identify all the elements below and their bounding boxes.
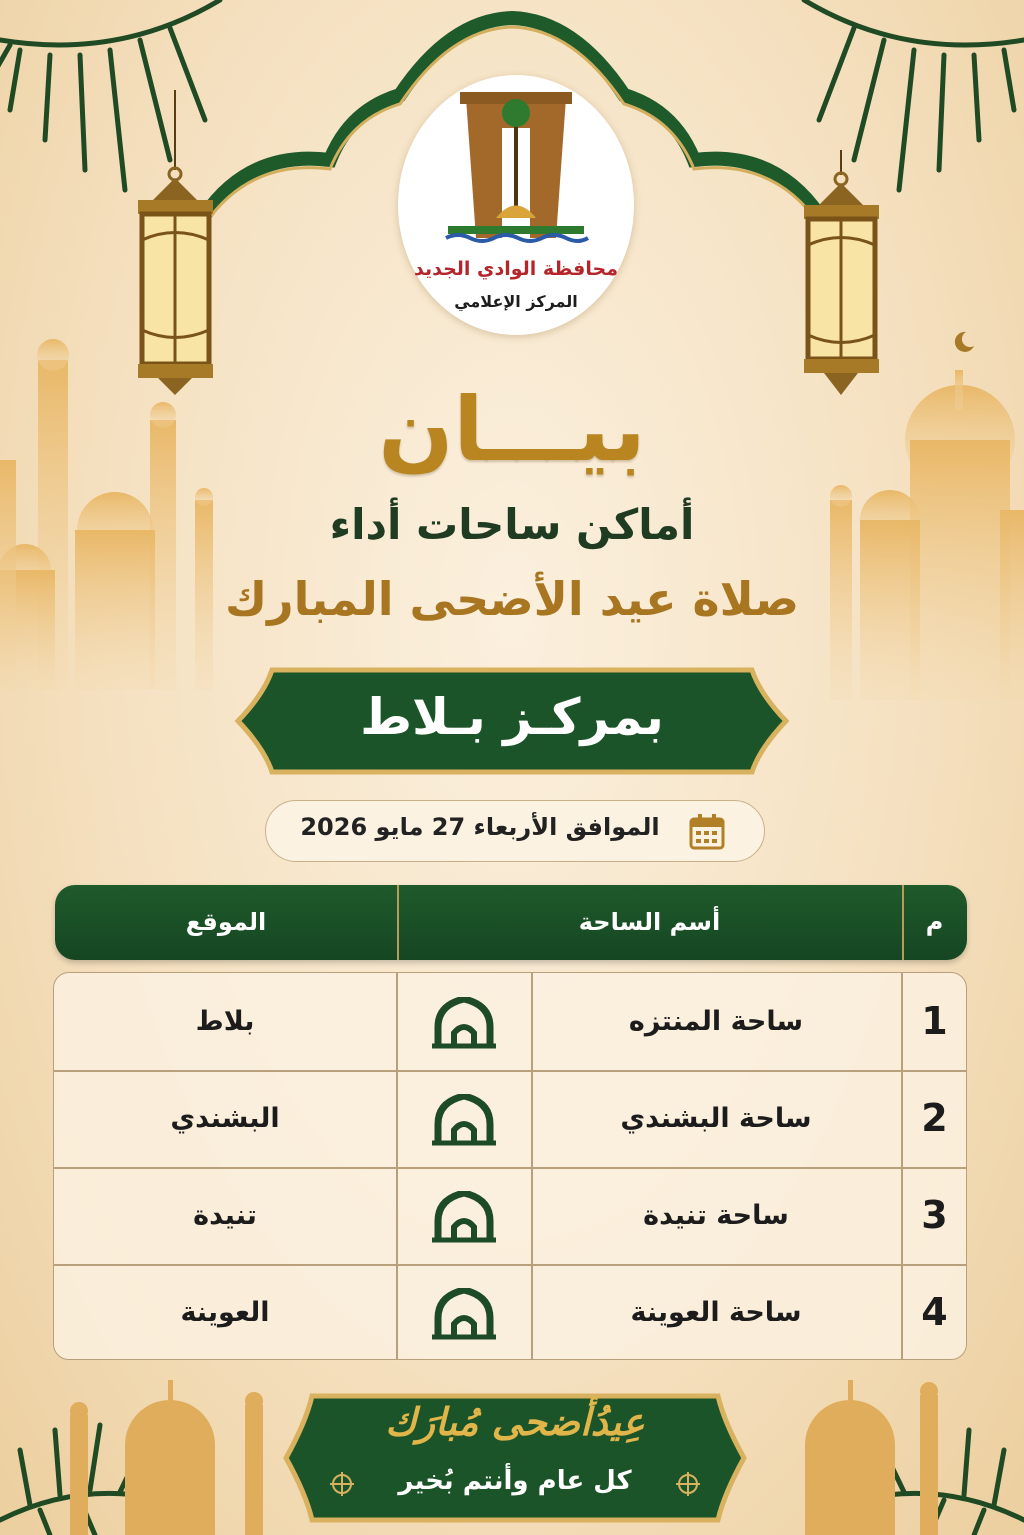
mosque-icon — [432, 1191, 496, 1243]
mosque-icon — [432, 1094, 496, 1146]
calendar-icon — [688, 813, 726, 851]
row-name: ساحة تنيدة — [643, 1200, 789, 1231]
table-row — [54, 1264, 967, 1360]
row-location: البشندي — [170, 1103, 280, 1134]
mosque-silhouette-bottom-right — [760, 1375, 960, 1535]
header-location: الموقع — [185, 908, 267, 936]
table-row — [54, 1167, 967, 1264]
page-title: بيـــان — [378, 378, 646, 481]
header-name: أسم الساحة — [578, 908, 721, 936]
row-name: ساحة العوينة — [630, 1297, 802, 1328]
mosque-silhouette-bottom-left — [60, 1375, 280, 1535]
mosque-icon — [432, 1288, 496, 1340]
subtitle-line-2: صلاة عيد الأضحى المبارك — [224, 572, 800, 626]
table-row — [54, 1070, 967, 1167]
center-name: بمركـز بـلاط — [360, 688, 664, 746]
prayer-squares-table — [53, 972, 967, 1360]
mosque-silhouette-left — [0, 300, 220, 690]
date-text: الموافق الأربعاء 27 مايو 2026 — [300, 813, 660, 841]
row-number: 2 — [921, 1096, 948, 1140]
row-name: ساحة البشندي — [620, 1103, 812, 1134]
row-location: تنيدة — [193, 1200, 257, 1231]
row-number: 1 — [921, 999, 948, 1043]
header-number: م — [925, 908, 944, 936]
greeting-sub: كل عام وأنتم بُخير — [398, 1466, 632, 1496]
row-location: بلاط — [195, 1006, 255, 1037]
row-number: 4 — [921, 1290, 948, 1334]
mosque-icon — [432, 997, 496, 1049]
table-row — [54, 973, 967, 1070]
logo-name: محافظة الوادي الجديد — [414, 258, 618, 280]
table-header — [55, 885, 967, 960]
row-name: ساحة المنتزه — [628, 1006, 804, 1037]
row-number: 3 — [921, 1193, 948, 1237]
greeting-main: عِيدُأضحى مُبارَك — [385, 1400, 645, 1444]
subtitle-line-1: أماكن ساحات أداء — [329, 500, 695, 549]
crescent-icon — [955, 332, 974, 352]
governorate-emblem-icon — [438, 88, 594, 248]
row-location: العوينة — [180, 1297, 270, 1328]
logo-subtitle: المركز الإعلامي — [454, 292, 578, 311]
